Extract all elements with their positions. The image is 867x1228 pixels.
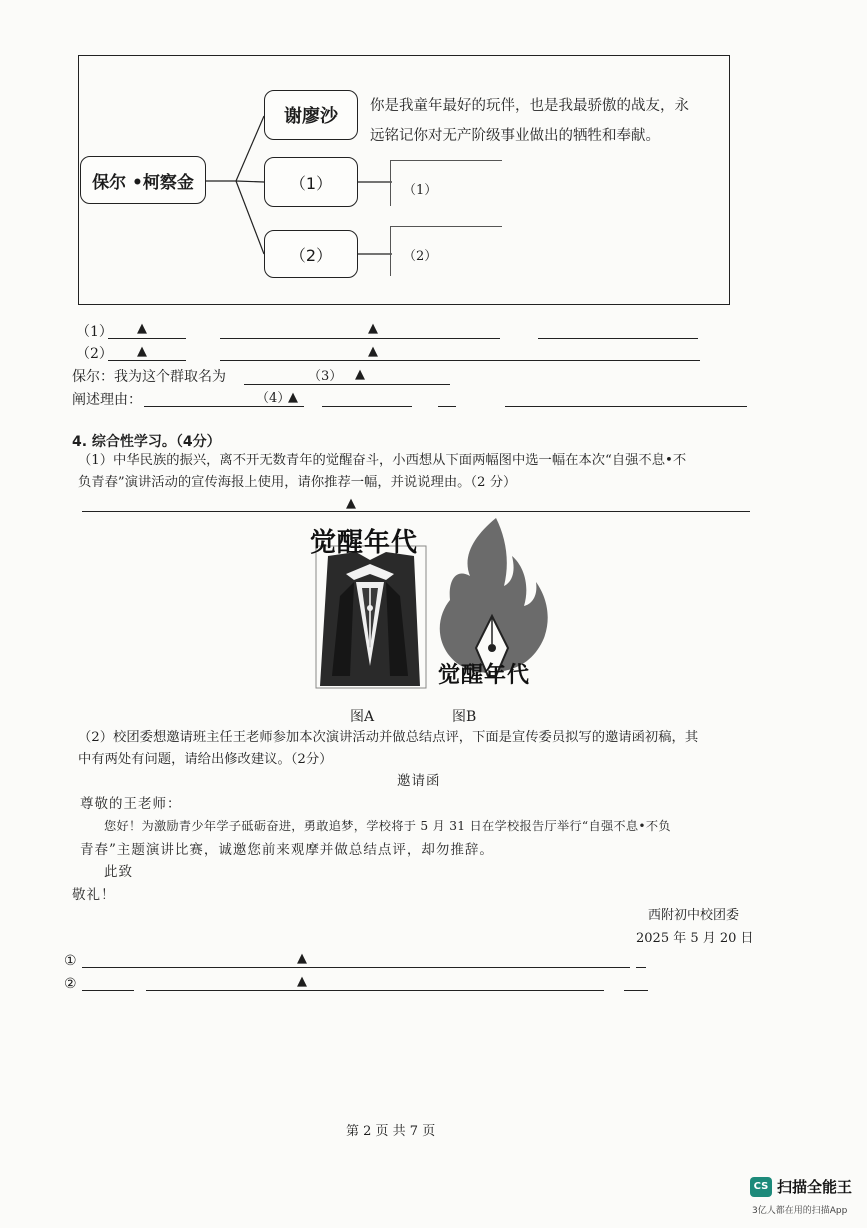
- fix-line-2-a: [82, 990, 134, 991]
- answer-row2-blank-b: [220, 360, 700, 361]
- fix-marker-1: ▲: [297, 951, 307, 966]
- mindmap-node-bot-label: （2）: [289, 245, 333, 265]
- q4-part1-line1: （1）中华民族的振兴，离不开无数青年的觉醒奋斗，小西想从下面两幅图中选一幅在本次“自强不息•不: [78, 453, 687, 468]
- letter-closing1: 此致: [104, 864, 133, 880]
- mindmap-node-mid-label: （1）: [289, 173, 333, 193]
- answer-row1-marker-a: ▲: [137, 321, 147, 336]
- poster-b: [434, 516, 550, 692]
- q4-heading: 4. 综合性学习。（4分）: [72, 434, 221, 450]
- mindmap-quote-line2: 远铭记你对无产阶级事业做出的牺牲和奉献。: [370, 128, 660, 144]
- fix-marker-2: ▲: [297, 974, 307, 989]
- answer-reason-blank-label: （4）: [256, 391, 291, 406]
- mindmap-quote-line1: 你是我童年最好的玩伴，也是我最骄傲的战友，永: [370, 98, 689, 114]
- poster-a-title: 觉醒年代: [310, 528, 419, 558]
- answer-row2-marker-b: ▲: [368, 344, 378, 359]
- fix-line-1-b: [636, 967, 646, 968]
- fix-label-1: ①: [64, 953, 77, 969]
- answer-name-blank: [244, 384, 450, 385]
- caption-b: 图B: [452, 709, 477, 725]
- mindmap-answer-slot-2: [390, 226, 502, 276]
- q4-part1-line2: 负青春”演讲活动的宣传海报上使用，请你推荐一幅，并说说理由。（2 分）: [78, 475, 517, 490]
- scanner-brand-tagline: 3亿人都在用的扫描App: [752, 1206, 848, 1216]
- page-number: 第 2 页 共 7 页: [346, 1124, 436, 1139]
- q4-part1-answer-line: [82, 511, 750, 512]
- answer-reason-blank-c: [438, 406, 456, 407]
- fix-label-2: ②: [64, 976, 77, 992]
- scanner-brand-name: 扫描全能王: [777, 1178, 853, 1196]
- poster-b-title: 觉醒年代: [438, 663, 531, 688]
- mindmap-answer-slot-1: [390, 160, 502, 206]
- answer-row1-marker-b: ▲: [368, 321, 378, 336]
- answer-reason-marker: ▲: [288, 390, 298, 405]
- letter-title: 邀请函: [397, 773, 441, 789]
- answer-row1-blank-c: [538, 338, 698, 339]
- answer-row2-marker-a: ▲: [137, 344, 147, 359]
- letter-body-line1: 您好！为激励青少年学子砥砺奋进，勇敢追梦，学校将于 5 月 31 日在学校报告厅举行“自强不息•不负: [104, 819, 671, 833]
- q4-part1-marker: ▲: [346, 496, 356, 511]
- mindmap-slot2-label: （2）: [403, 249, 438, 264]
- answer-name-blank-label: （3）: [308, 369, 343, 384]
- mindmap-center-label: 保尔 •柯察金: [92, 172, 194, 193]
- answer-row1-label: （1）: [76, 324, 113, 340]
- mindmap-slot1-label: （1）: [403, 183, 438, 198]
- answer-reason-prefix: 阐述理由：: [72, 392, 142, 408]
- mindmap-node-top-label: 谢廖沙: [284, 106, 338, 127]
- answer-row2-label: （2）: [76, 346, 113, 362]
- fix-line-2-c: [624, 990, 648, 991]
- q4-part2-line2: 中有两处有问题，请给出修改建议。（2分）: [78, 752, 333, 767]
- answer-reason-blank-d: [505, 406, 747, 407]
- answer-name-prefix: 保尔：我为这个群取名为: [72, 369, 226, 385]
- letter-salutation: 尊敬的王老师：: [80, 796, 182, 812]
- fix-line-2-b: [146, 990, 604, 991]
- letter-body-line2: 青春”主题演讲比赛，诚邀您前来观摩并做总结点评，却勿推辞。: [80, 842, 494, 858]
- scanner-logo-icon: CS: [750, 1177, 772, 1197]
- fix-line-1-a: [82, 967, 630, 968]
- answer-reason-blank-b: [322, 406, 412, 407]
- q4-part2-line1: （2）校团委想邀请班主任王老师参加本次演讲活动并做总结点评，下面是宣传委员拟写的邀请函初稿，其: [78, 730, 699, 745]
- poster-a: [310, 516, 432, 692]
- answer-name-marker: ▲: [355, 367, 365, 382]
- letter-date: 2025 年 5 月 20 日: [636, 931, 754, 946]
- scanner-watermark: [750, 1176, 852, 1197]
- answer-row1-blank-b: [220, 338, 500, 339]
- letter-signature: 西附初中校团委: [648, 908, 740, 923]
- letter-closing2: 敬礼！: [72, 887, 116, 903]
- caption-a: 图A: [350, 709, 375, 725]
- answer-row1-blank-a: [108, 338, 186, 339]
- answer-row2-blank-a: [108, 360, 186, 361]
